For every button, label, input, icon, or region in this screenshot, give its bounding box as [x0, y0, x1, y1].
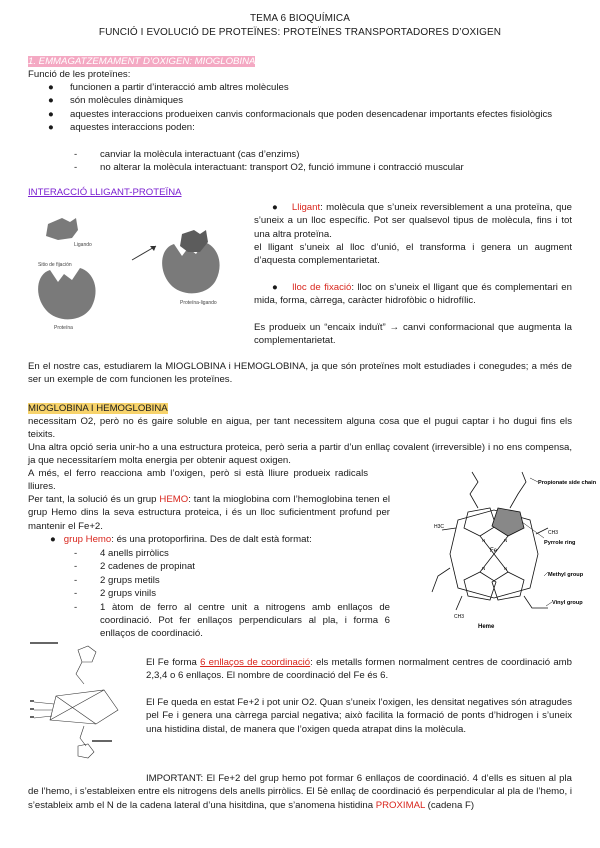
ligand-shape	[46, 218, 78, 240]
interactions-sublist	[74, 148, 570, 175]
mio-paragraph-1: necessitam O2, però no és gaire soluble en aigua, per tant necessitem alguna cosa que el pugui captar i ho dugui fins els teixits.	[28, 416, 572, 441]
ligand-definition: ● Lligant: molècula que s’uneix reversiblement a una proteïna, que s’uneix a un lloc específic. Pot ser qualsevol tipus de molècula, fins i tot una altra proteïna.	[254, 202, 572, 240]
list-item: ● aquestes interaccions poden:	[48, 122, 195, 134]
list-item: - 1 àtom de ferro al centre unit a nitrogens amb enllaços de coordinació. Pot fer enllaços perpendiculars al pla, i forma 6 enllaços de coordinació.	[74, 601, 390, 640]
fe-oxygen-paragraph: El Fe queda en estat Fe+2 i pot unir O2. Quan s’uneix l’oxigen, les densitat negatives són atragudes pel Fe i genera una càrrega parcial negativa; això facilita la formació de ponts d’hidrogen i s’uneix una histidina distal, de manera que l’oxigen queda atrapat dins la molècula.	[146, 697, 572, 735]
n-label-1: N	[482, 538, 486, 543]
induced-fit-text: Es produeix un “encaix induït” → canvi conformacional que augmenta la complementarietat.	[254, 322, 572, 347]
list-item: - 2 grups metils	[74, 574, 160, 586]
ch3-bottom-label: CH3	[454, 614, 465, 620]
mio-paragraph-3: A més, el ferro reacciona amb l’oxigen, però si està lliure produeix radicals lliures.	[28, 468, 368, 493]
list-item: - 4 anells pirròlics	[74, 548, 169, 559]
mio-paragraph-2: Una altra opció seria unir-ho a una estructura proteica, però seria a partir d’un enllaç covalent (irreversible) i no ens compensa, ja que necessitaríem molta energia per obtenir aquest oxigen.	[28, 442, 572, 467]
site-label: Sitio de fijación	[38, 262, 72, 268]
list-item: ● són molècules dinàmiques	[48, 95, 184, 107]
propionate-chain-right	[510, 472, 526, 508]
propionate-chain-left	[470, 472, 478, 508]
pyrrole-ring-bottom-left	[464, 572, 496, 600]
important-paragraph: IMPORTANT: El Fe+2 del grup hemo pot formar 6 enllaços de coordinació. 4 d’ells es situen al pla de l’hemo, i s’estableixen entre els nitrogens dels anells pirròlics. El 5è enllaç de coordinació és perpendicular al pla de l’hemo, i s’estableix amb el N de la cadena lateral d’una hisitdina, que s’anomena histidina PROXIMAL (cadena F)	[28, 773, 572, 811]
our-case-paragraph: En el nostre cas, estudiarem la MIOGLOBINA i HEMOGLOBINA, ja que són proteïnes molt estudiades i conegudes; a més de ser un exemple de com funcionen les proteïnes.	[28, 361, 572, 386]
interaction-heading: INTERACCIÓ LLIGANT-PROTEÏNA	[28, 187, 182, 198]
ligand-transform-text: el lligant s’uneix al lloc d’unió, el transforma i genera un augment d’aquesta complementarietat.	[254, 242, 572, 267]
ligand-label: Ligando	[74, 242, 92, 248]
site-definition: ● lloc de fixació: lloc on s’uneix el lligant que és complementari en mida, forma, càrrega, caràcter hidrofòbic o hidrofílic.	[254, 282, 572, 307]
functions-list	[48, 81, 570, 135]
h3c-label: H3C	[434, 524, 445, 530]
vinyl-right	[524, 596, 548, 608]
protein-label: Proteína	[54, 325, 73, 331]
pyrrole-ring-bottom-right	[492, 572, 524, 600]
pyrrole-label: Pyrrole ring	[544, 540, 576, 546]
list-item: - 2 grups vinils	[74, 588, 156, 600]
histidine-heme-sketch	[26, 640, 136, 760]
heme-title: Heme	[478, 624, 495, 630]
n-label-4: N	[504, 566, 508, 571]
pyrrole-ring-top-left	[464, 508, 496, 536]
hemo-composition-list	[74, 547, 390, 641]
section1-heading: 1. EMMAGATZEMAMENT D’OXIGEN: MIOGLOBINA	[28, 56, 256, 67]
page-subtitle: FUNCIÓ I EVOLUCIÓ DE PROTEÏNES: PROTEÏNES TRANSPORTADORES D’OXIGEN	[98, 27, 502, 38]
complex-label: Proteína-ligando	[180, 300, 217, 306]
fe-label: Fe	[490, 548, 498, 554]
n-label-3: N	[482, 566, 486, 571]
heme-structure-figure	[398, 468, 597, 638]
n-label-2: N	[504, 538, 508, 543]
protein-shape	[38, 268, 95, 319]
propionate-label: Propionate side chain	[538, 480, 597, 486]
mio-heading: MIOGLOBINA I HEMOGLOBINA	[28, 403, 168, 414]
list-item: - canviar la molècula interactuant (cas d’enzims)	[74, 149, 300, 160]
ch3-right-label: CH3	[548, 530, 559, 536]
hemo-bullet: ● grup Hemo: és una protoporfirina. Des de dalt està format:	[50, 534, 312, 545]
mio-paragraph-4: Per tant, la solució és un grup HEMO: tant la mioglobina com l’hemoglobina tenen el grup Hemo dins la seva estructura proteica, i és un lloc suficientment profund per mantenir el Fe+2.	[28, 494, 390, 532]
list-item: - no alterar la molècula interactuant: transport O2, funció immune i contracció muscular	[74, 162, 464, 174]
page-title: TEMA 6 BIOQUÍMICA	[249, 13, 351, 24]
fe-coordination-paragraph: El Fe forma 6 enllaços de coordinació: els metalls formen normalment centres de coordinació amb 2,3,4 o 6 enllaços. El nombre de coordinació del Fe és 6.	[146, 657, 572, 682]
methyl-label: Methyl group	[548, 572, 584, 578]
vinyl-label: Vinyl group	[552, 600, 583, 606]
pyrrole-ring-top-right	[492, 508, 524, 536]
functions-label: Funció de les proteïnes:	[28, 69, 131, 80]
list-item: ● funcionen a partir d’interacció amb altres molècules	[48, 82, 289, 93]
list-item: ● aquestes interaccions produeixen canvis conformacionals que poden desencadenar importants efectes fisiològics	[48, 108, 553, 120]
list-item: - 2 cadenes de propinat	[74, 561, 195, 573]
vinyl-left	[432, 568, 450, 592]
ligand-protein-figure	[28, 208, 248, 336]
